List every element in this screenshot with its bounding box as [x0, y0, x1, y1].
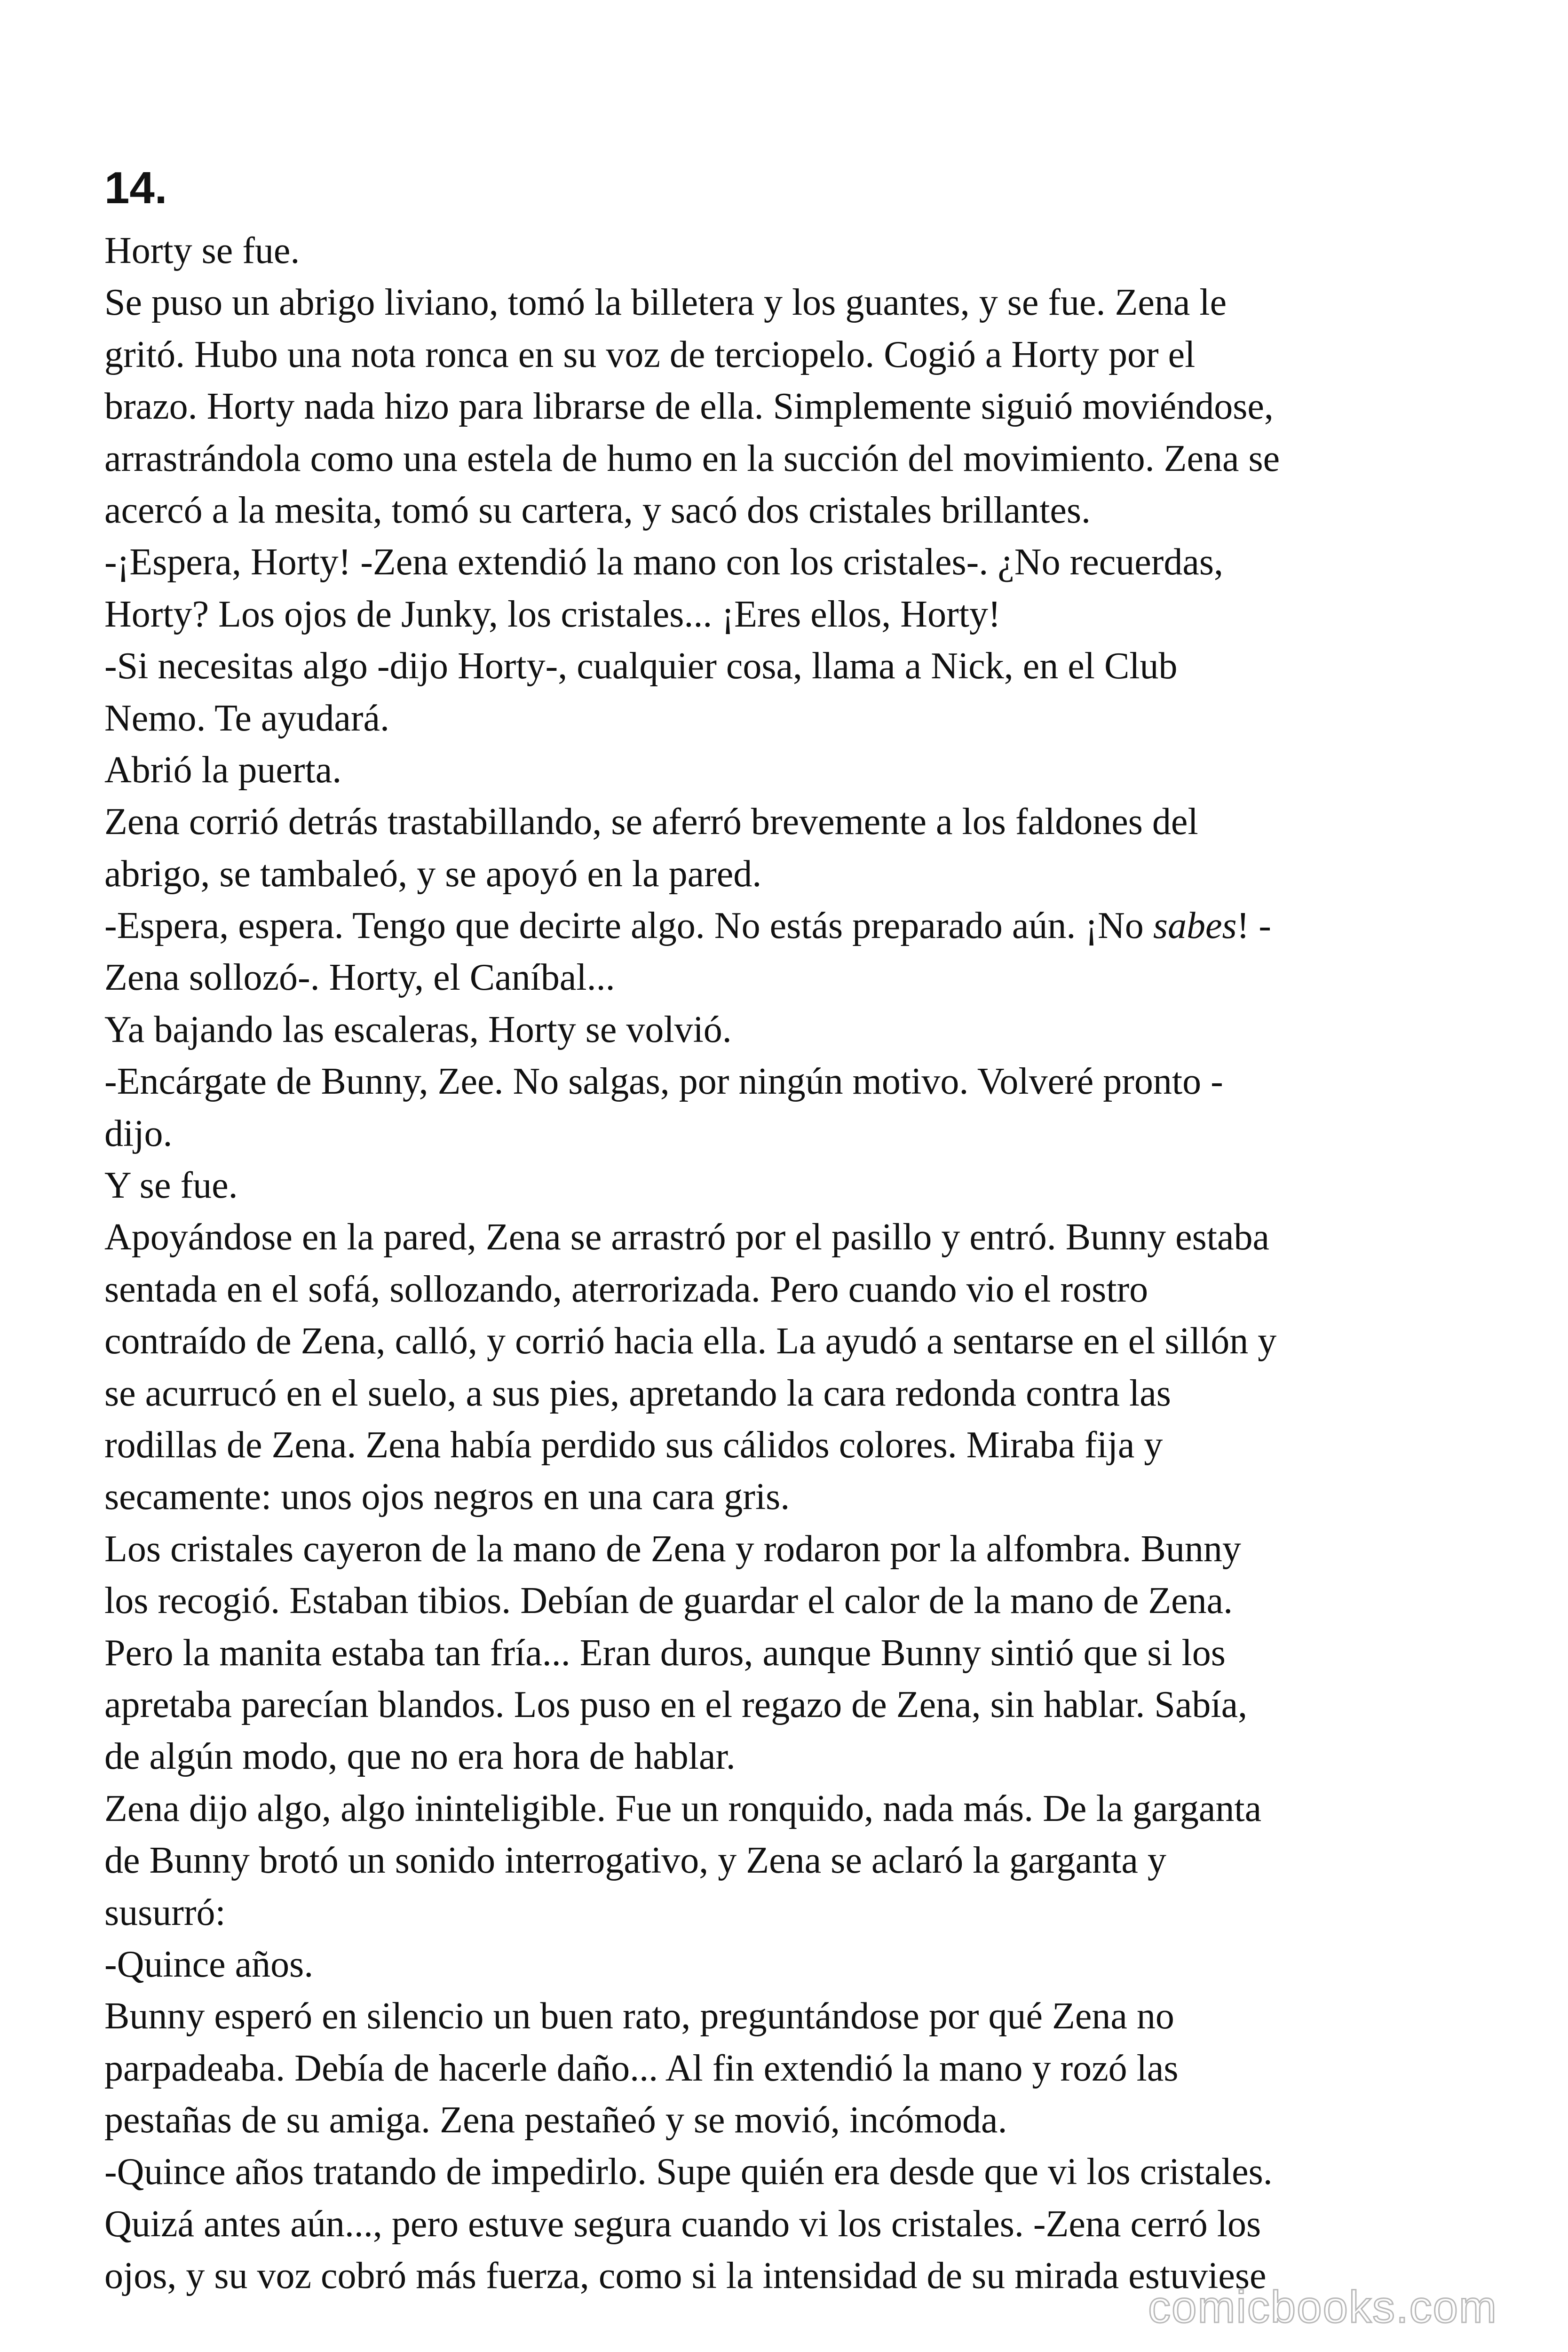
text-line: abrigo, se tambaleó, y se apoyó en la pared.: [104, 853, 762, 895]
text-line: Zena dijo algo, algo ininteligible. Fue un ronquido, nada más. De la garganta: [104, 1788, 1262, 1829]
italic-word: sabes: [1153, 905, 1237, 947]
text-line: apretaba parecían blandos. Los puso en el regazo de Zena, sin hablar. Sabía,: [104, 1684, 1248, 1725]
text-line: Horty? Los ojos de Junky, los cristales... ¡Eres ellos, Horty!: [104, 593, 1001, 635]
chapter-number: 14.: [104, 163, 167, 213]
text-line: Y se fue.: [104, 1165, 238, 1207]
text-line: Bunny esperó en silencio un buen rato, preguntándose por qué Zena no: [104, 1995, 1174, 2037]
text-line: sentada en el sofá, sollozando, aterrorizada. Pero cuando vio el rostro: [104, 1268, 1148, 1310]
text-line: -Quince años.: [104, 1943, 314, 1985]
text-line: dijo.: [104, 1112, 173, 1154]
text-line: acercó a la mesita, tomó su cartera, y sacó dos cristales brillantes.: [104, 489, 1091, 531]
text-line: Zena sollozó-. Horty, el Caníbal...: [104, 957, 615, 999]
text-line: Zena corrió detrás trastabillando, se aferró brevemente a los faldones del: [104, 801, 1198, 843]
text-line: -¡Espera, Horty! -Zena extendió la mano con los cristales-. ¿No recuerdas,: [104, 541, 1224, 583]
text-line: Se puso un abrigo liviano, tomó la billetera y los guantes, y se fue. Zena le: [104, 282, 1227, 324]
text-line: -Si necesitas algo -dijo Horty-, cualquier cosa, llama a Nick, en el Club: [104, 645, 1178, 687]
text-line: -Quince años tratando de impedirlo. Supe quién era desde que vi los cristales.: [104, 2151, 1273, 2193]
text-segment: ! -: [1236, 905, 1271, 947]
text-line: susurró:: [104, 1891, 226, 1933]
text-line: gritó. Hubo una nota ronca en su voz de terciopelo. Cogió a Horty por el: [104, 334, 1196, 375]
text-line: Quizá antes aún..., pero estuve segura cuando vi los cristales. -Zena cerró los: [104, 2203, 1261, 2245]
text-line: Pero la manita estaba tan fría... Eran duros, aunque Bunny sintió que si los: [104, 1632, 1226, 1674]
text-line: contraído de Zena, calló, y corrió hacia ella. La ayudó a sentarse en el sillón y: [104, 1320, 1277, 1362]
text-line: -Encárgate de Bunny, Zee. No salgas, por ningún motivo. Volveré pronto -: [104, 1061, 1223, 1103]
text-segment: -Espera, espera. Tengo que decirte algo. No estás preparado aún. ¡No: [104, 905, 1153, 947]
text-line: Abrió la puerta.: [104, 749, 342, 791]
text-line: Apoyándose en la pared, Zena se arrastró por el pasillo y entró. Bunny estaba: [104, 1216, 1269, 1258]
body-text: [104, 225, 1478, 2302]
text-line: Horty se fue.: [104, 230, 300, 271]
text-line: los recogió. Estaban tibios. Debían de guardar el calor de la mano de Zena.: [104, 1580, 1233, 1622]
watermark: comicbooks.com: [1148, 2282, 1497, 2332]
text-line: arrastrándola como una estela de humo en la succión del movimiento. Zena se: [104, 437, 1280, 479]
text-line: rodillas de Zena. Zena había perdido sus cálidos colores. Miraba fija y: [104, 1424, 1163, 1466]
text-line: Ya bajando las escaleras, Horty se volvió.: [104, 1009, 732, 1050]
text-line: pestañas de su amiga. Zena pestañeó y se movió, incómoda.: [104, 2099, 1007, 2141]
text-line: de Bunny brotó un sonido interrogativo, y Zena se aclaró la garganta y: [104, 1840, 1166, 1882]
text-line-mixed: [104, 900, 1478, 952]
text-line: secamente: unos ojos negros en una cara gris.: [104, 1476, 790, 1518]
text-line: parpadeaba. Debía de hacerle daño... Al fin extendió la mano y rozó las: [104, 2047, 1179, 2089]
text-line: ojos, y su voz cobró más fuerza, como si la intensidad de su mirada estuviese: [104, 2255, 1267, 2297]
text-line: Los cristales cayeron de la mano de Zena y rodaron por la alfombra. Bunny: [104, 1528, 1241, 1570]
text-line: Nemo. Te ayudará.: [104, 697, 390, 739]
text-line: se acurrucó en el suelo, a sus pies, apretando la cara redonda contra las: [104, 1372, 1171, 1414]
text-line: brazo. Horty nada hizo para librarse de ella. Simplemente siguió moviéndose,: [104, 386, 1274, 428]
text-line: de algún modo, que no era hora de hablar.: [104, 1736, 736, 1778]
